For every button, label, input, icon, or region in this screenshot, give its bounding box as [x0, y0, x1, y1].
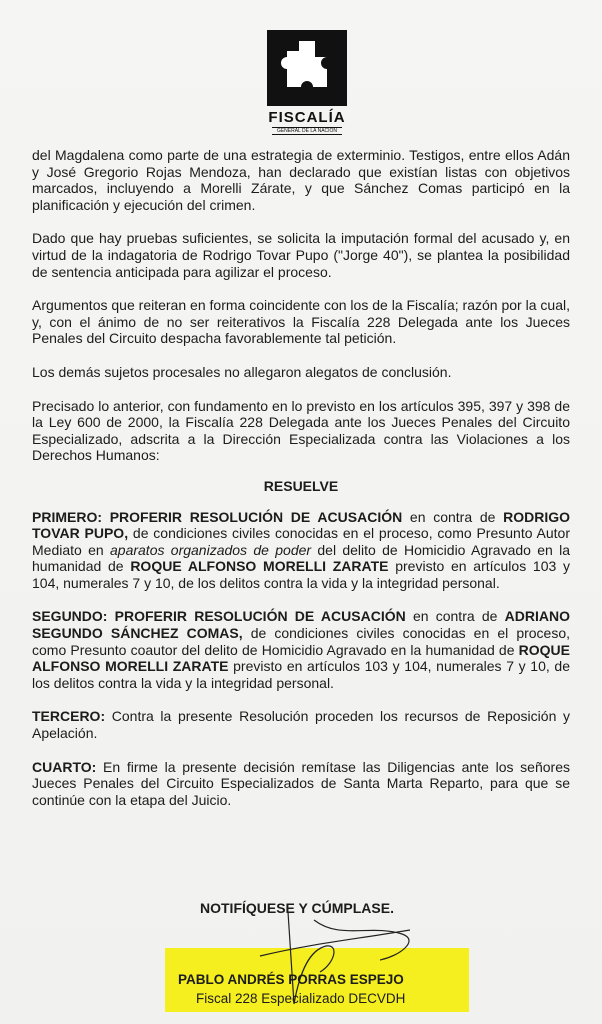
resolution-tercero: TERCERO: Contra la presente Resolución proceden los recursos de Reposición y Apelación.	[32, 708, 570, 742]
resolution-cuarto: CUARTO: En firme la presente decisión remítase las Diligencias ante los señores Jueces Penales del Circuito Especializados de Santa Marta Reparto, para que se continúe con la etapa del Juicio.	[32, 758, 570, 808]
logo-title: FISCALÍA	[268, 109, 346, 126]
segundo-victim: ROQUE ALFONSO MORELLI ZARATE	[32, 641, 570, 675]
primero-accused: RODRIGO TOVAR PUPO,	[32, 508, 570, 542]
closing-formula: NOTIFÍQUESE Y CÚMPLASE.	[200, 900, 394, 916]
segundo-label: SEGUNDO: PROFERIR RESOLUCIÓN DE ACUSACIÓN	[32, 608, 406, 625]
document-body	[32, 147, 570, 825]
primero-label: PRIMERO: PROFERIR RESOLUCIÓN DE ACUSACIÓN	[32, 508, 403, 525]
paragraph-1: del Magdalena como parte de una estrategia de exterminio. Testigos, entre ellos Adán y José Gregorio Rojas Mendoza, han declarado que existían listas con objetivos marcados, incluyendo a Morelli Zárate, y que Sánchez Comas participó en la planificación y ejecución del crimen.	[32, 147, 570, 213]
resolution-segundo: SEGUNDO: PROFERIR RESOLUCIÓN DE ACUSACIÓN en contra de ADRIANO SEGUNDO SÁNCHEZ COMAS, de condiciones civiles conocidas en el proceso, como Presunto coautor del delito de Homicidio Agravado en la humanidad de ROQUE ALFONSO MORELLI ZARATE previsto en artículos 103 y 104, numerales 7 y 10, de los delitos contra la vida y la integridad personal.	[32, 608, 571, 691]
signer-role: Fiscal 228 Especializado DECVDH	[196, 991, 406, 1006]
logo-subtitle: GENERAL DE LA NACIÓN	[272, 127, 342, 135]
resolution-primero: PRIMERO: PROFERIR RESOLUCIÓN DE ACUSACIÓN en contra de RODRIGO TOVAR PUPO, de condiciones civiles conocidas en el proceso, como Presunto Autor Mediato en aparatos organizados de poder del delito de Homicidio Agravado en la humanidad de ROQUE ALFONSO MORELLI ZARATE previsto en artículos 103 y 104, numerales 7 y 10, de los delitos contra la vida y la integridad personal.	[32, 508, 571, 591]
paragraph-4: Los demás sujetos procesales no allegaron alegatos de conclusión.	[32, 363, 452, 380]
primero-victim: ROQUE ALFONSO MORELLI ZARATE	[130, 558, 389, 575]
segundo-accused: ADRIANO SEGUNDO SÁNCHEZ COMAS,	[32, 608, 570, 642]
tercero-label: TERCERO:	[32, 708, 106, 725]
signer-name: PABLO ANDRÉS PORRAS ESPEJO	[178, 972, 404, 987]
fiscalia-logo	[262, 30, 352, 142]
paragraph-5: Precisado lo anterior, con fundamento en lo previsto en los artículos 395, 397 y 398 de la Ley 600 de 2000, la Fiscalía 228 Delegada ante los Jueces Penales del Circuito Especializado, adscrita a la Dirección Especializada contra las Violaciones a los Derechos Humanos:	[32, 397, 570, 464]
resolution-title: RESUELVE	[263, 477, 339, 494]
paragraph-2: Dado que hay pruebas suficientes, se solicita la imputación formal del acusado y, en virtud de la indagatoria de Rodrigo Tovar Pupo ("Jorge 40"), se plantea la posibilidad de sentencia anticipada para agilizar el proceso.	[32, 230, 570, 280]
puzzle-icon	[267, 30, 347, 106]
cuarto-label: CUARTO:	[32, 758, 97, 775]
paragraph-3: Argumentos que reiteran en forma coincidente con los de la Fiscalía; razón por la cual, y, con el ánimo de no ser reiterativos la Fiscalía 228 Delegada ante los Jueces Penales del Circuito despacha favorablemente tal petición.	[32, 297, 570, 347]
